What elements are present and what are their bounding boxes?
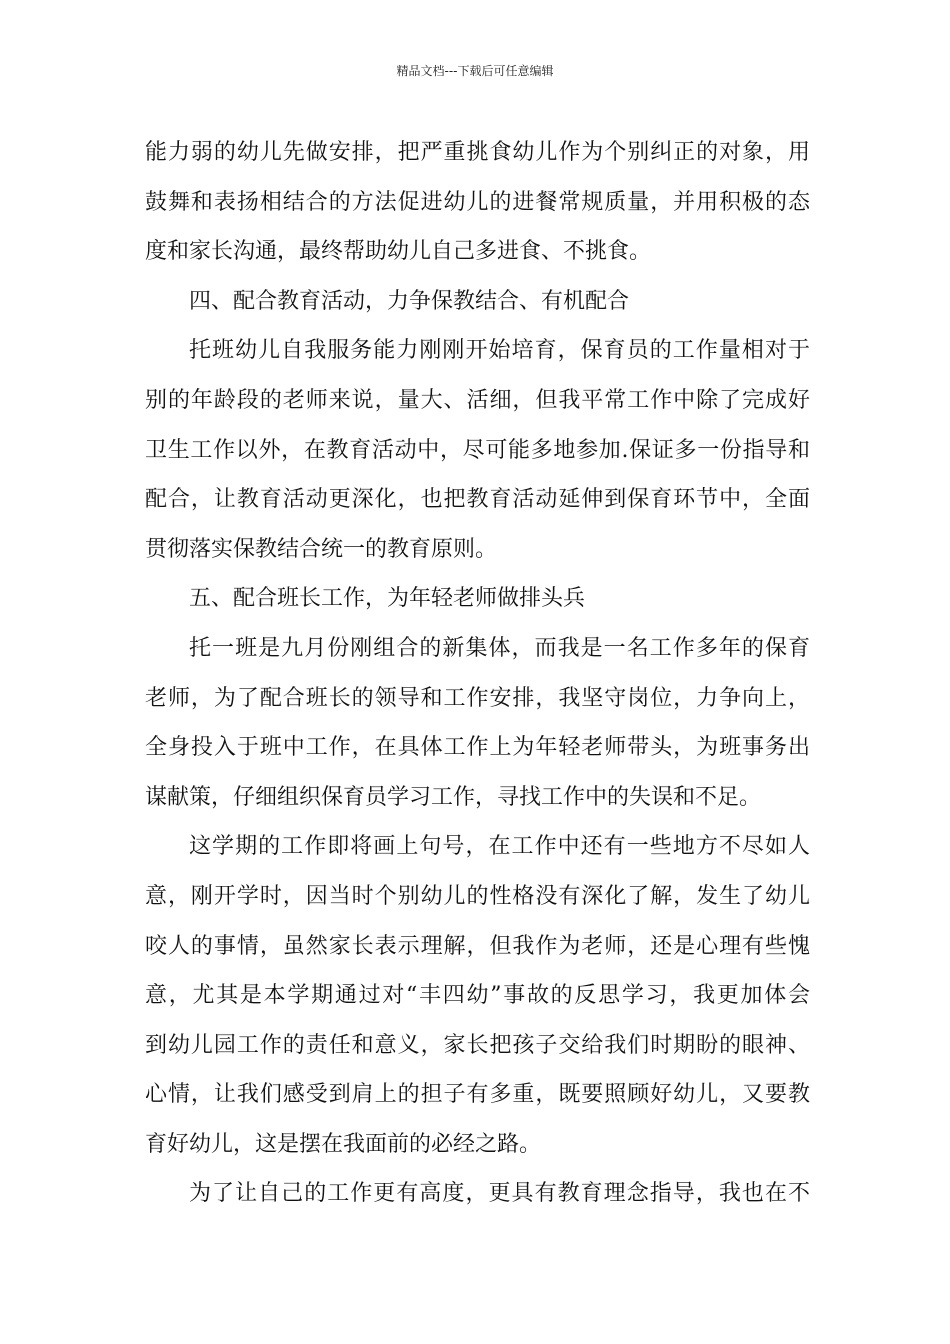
text-line: 鼓舞和表扬相结合的方法促进幼儿的进餐常规质量，并用积极的态	[145, 189, 810, 215]
text-line: 托班幼儿自我服务能力刚刚开始培育，保育员的工作量相对于	[189, 338, 810, 364]
text-line: 四、配合教育活动，力争保教结合、有机配合	[189, 288, 630, 314]
text-line: 心情，让我们感受到肩上的担子有多重，既要照顾好幼儿，又要教	[145, 1082, 810, 1108]
text-line: 育好幼儿，这是摆在我面前的必经之路。	[145, 1131, 542, 1157]
text-line: 谋献策，仔细组织保育员学习工作，寻找工作中的失误和不足。	[145, 784, 762, 810]
text-line: 配合，让教育活动更深化，也把教育活动延伸到保育环节中，全面	[145, 487, 810, 513]
text-line: 咬人的事情，虽然家长表示理解，但我作为老师，还是心理有些愧	[145, 933, 810, 959]
text-line: 五、配合班长工作，为年轻老师做排头兵	[189, 586, 586, 612]
page-header: 精品文档---下载后可任意编辑	[396, 64, 554, 78]
text-line: 贯彻落实保教结合统一的教育原则。	[145, 536, 498, 562]
text-line: 老师，为了配合班长的领导和工作安排，我坚守岗位，力争向上，	[145, 685, 810, 711]
text-line: 意，刚开学时，因当时个别幼儿的性格没有深化了解，发生了幼儿	[145, 883, 810, 909]
text-line: 度和家长沟通，最终帮助幼儿自己多进食、不挑食。	[145, 239, 652, 265]
text-line: 全身投入于班中工作，在具体工作上为年轻老师带头，为班事务出	[145, 735, 810, 761]
text-line: 卫生工作以外，在教育活动中，尽可能多地参加.保证多一份指导和	[145, 437, 810, 463]
text-line: 为了让自己的工作更有高度，更具有教育理念指导，我也在不	[189, 1181, 810, 1207]
body-text	[145, 128, 810, 1219]
text-line: 这学期的工作即将画上句号，在工作中还有一些地方不尽如人	[189, 834, 810, 860]
text-line: 别的年龄段的老师来说，量大、活细，但我平常工作中除了完成好	[145, 387, 810, 413]
text-line: 意，尤其是本学期通过对“丰四幼”事故的反思学习，我更加体会	[145, 983, 810, 1009]
text-line: 到幼儿园工作的责任和意义，家长把孩子交给我们时期盼的眼神、	[145, 1032, 810, 1058]
text-line: 托一班是九月份刚组合的新集体，而我是一名工作多年的保育	[189, 635, 810, 661]
text-line: 能力弱的幼儿先做安排，把严重挑食幼儿作为个别纠正的对象，用	[145, 140, 810, 165]
